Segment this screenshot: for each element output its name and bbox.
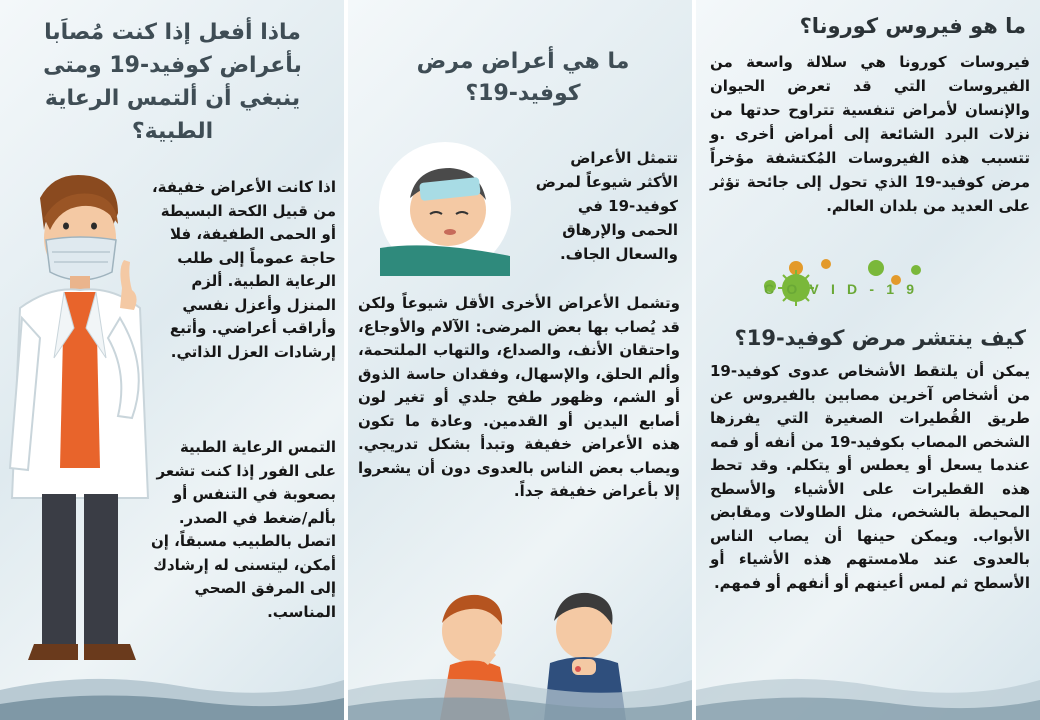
panel-care bbox=[0, 0, 344, 720]
symptoms-less-common: وتشمل الأعراض الأخرى الأقل شيوعاً ولكن قد يُصاب بها بعض المرضى: الآلام والأوجاع، واحتقان الأنف، والصداع، والتهاب الملتحمة، وألم الحلق، والإسهال، وفقدان حاسة الذوق أو الشم، وظهور طفح جلدي أو تغير لون أصابع اليدين أو القدمين. وعادة ما تكون هذه الأعراض خفيفة وتبدأ بشكل تدريجي. ويصاب بعض الناس بالعدوى دون أن يشعروا إلا بأعراض خفيفة جداً. bbox=[358, 294, 680, 500]
spread-title: كيف ينتشر مرض كوفيد-19؟ bbox=[734, 326, 1026, 350]
covid-logo-text: COVID-19 bbox=[764, 281, 914, 297]
symptoms-common: تتمثل الأعراض الأكثر شيوعاً لمرض كوفيد-19 في الحمى والإرهاق والسعال الجاف. bbox=[535, 149, 678, 263]
symptoms-title: ما هي أعراض مرض كوفيد-19؟ bbox=[416, 49, 630, 106]
about-title: ما هو فيروس كورونا؟ bbox=[799, 14, 1026, 38]
wave-decoration bbox=[348, 650, 692, 720]
about-paragraph: فيروسات كورونا هي سلالة واسعة من الفيروسات التي قد تعرض الحيوان والإنسان لأمراض تنفسية تتراوح حدتها من نزلات البرد الشائعة إلى أمراض أخرى .و تتسبب هذه الفيروسات المُكتشفة مؤخراً مرض كوفيد-19 الذي تحول إلى جائحة تؤثر على العديد من بلدان العالم. bbox=[710, 53, 1030, 215]
panel-symptoms bbox=[348, 0, 692, 720]
panel-about bbox=[696, 0, 1040, 720]
spread-paragraph: يمكن أن يلتقط الأشخاص عدوى كوفيد-19 من أشخاص آخرين مصابين بالفيروس عن طريق القُطيرات الصغيرة التي يفرزها الشخص المصاب بكوفيد-19 من أنفه أو فمه عندما يسعل أو يعطس أو يتكلم. وقد تحط هذه القطيرات على الأشياء والأسطح المحيطة بالشخص، مثل الطاولات ومقابض الأبواب. ويمكن حينها أن يصاب الناس بالعدوى عند ملامستهم هذه الأشياء أو الأسطح ثم لمس أعينهم أو أنفهم أو فمهم. bbox=[710, 362, 1030, 592]
sick-child-illustration bbox=[370, 140, 520, 276]
care-title: ماذا أفعل إذا كنت مُصاَبا بأعراض كوفيد-19 ومتى ينبغي أن ألتمس الرعاية الطبية؟ bbox=[43, 20, 302, 144]
wave-decoration bbox=[696, 650, 1040, 720]
covid-19-logo bbox=[726, 258, 926, 318]
care-paragraph-mild: اذا كانت الأعراض خفيفة، من قبيل الكحة البسيطة أو الحمى الطفيفة، فلا حاجة عموماً إلى طلب الرعاية الطبية. ألزم المنزل وأعزل نفسي وأراقب أعراضي. وأتبع إرشادات العزل الذاتي. bbox=[151, 178, 336, 361]
care-paragraph-urgent: التمس الرعاية الطبية على الفور إذا كنت تشعر بصعوبة في التنفس أو بألم/ضغط في الصدر. اتصل بالطبيب مسبقاً، إن أمكن، ليتسنى له إرشادك إلى المرفق الصحي المناسب. bbox=[151, 438, 336, 621]
doctor-illustration bbox=[0, 168, 160, 678]
wave-decoration bbox=[0, 650, 344, 720]
